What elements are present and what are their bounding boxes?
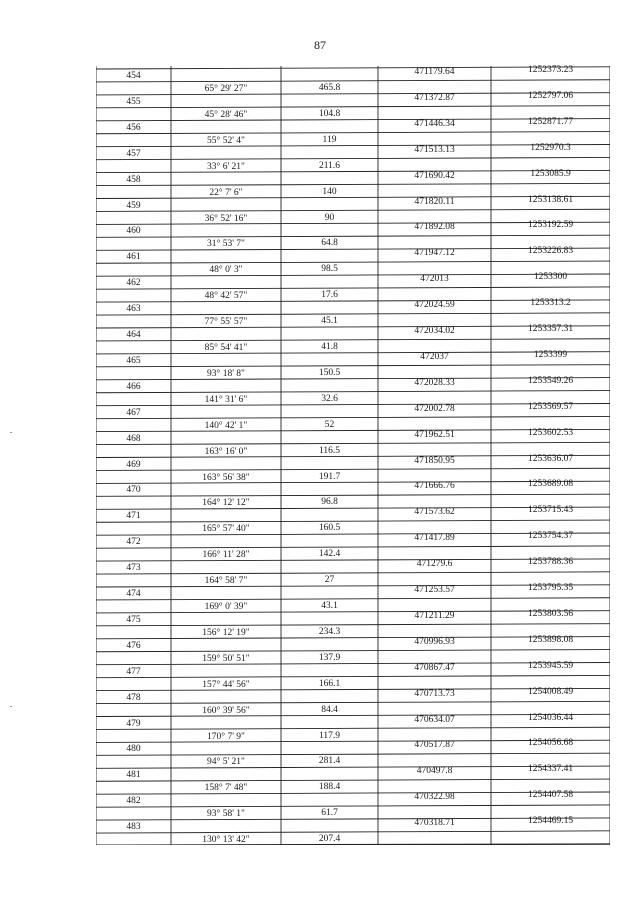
bearing-angle-cell: 22° 7' 6" xyxy=(209,187,243,198)
y-coordinate-cell: 1254056.68 xyxy=(527,738,574,749)
point-number-cell: 472 xyxy=(126,537,141,548)
row-half-divider xyxy=(96,598,610,600)
segment-length-cell: 64.8 xyxy=(321,238,338,249)
row-half-divider xyxy=(96,183,610,185)
y-coordinate-cell: 1253945.59 xyxy=(527,660,574,671)
bearing-angle-cell: 163° 56' 38" xyxy=(202,472,250,483)
x-coordinate-cell: 470322.98 xyxy=(414,792,455,803)
point-number-cell: 483 xyxy=(126,822,141,833)
point-number-cell: 478 xyxy=(126,692,141,703)
segment-length-cell: 17.6 xyxy=(321,290,338,301)
y-coordinate-cell: 1252373.23 xyxy=(527,65,574,75)
x-coordinate-cell: 471962.51 xyxy=(414,429,455,440)
point-number-cell: 458 xyxy=(126,174,141,185)
segment-length-cell: 104.8 xyxy=(318,108,341,119)
x-coordinate-cell: 471513.13 xyxy=(414,144,455,155)
segment-length-cell: 96.8 xyxy=(321,497,338,508)
segment-length-cell: 61.7 xyxy=(321,808,338,819)
segment-length-cell: 32.6 xyxy=(321,393,338,404)
x-coordinate-cell: 470713.73 xyxy=(414,688,455,699)
x-coordinate-cell: 470497.8 xyxy=(416,766,453,777)
y-coordinate-cell: 1253192.59 xyxy=(527,220,574,231)
row-half-divider xyxy=(96,261,610,263)
segment-length-cell: 41.8 xyxy=(321,342,338,352)
point-number-cell: 476 xyxy=(126,640,141,651)
bearing-angle-cell: 164° 12' 12" xyxy=(202,498,250,509)
bearing-angle-cell: 165° 57' 40" xyxy=(202,524,250,535)
row-half-divider xyxy=(96,572,610,574)
row-half-divider xyxy=(96,339,610,341)
point-number-cell: 456 xyxy=(126,122,141,133)
point-number-cell: 481 xyxy=(126,770,141,781)
y-coordinate-cell: 1253399 xyxy=(533,349,568,360)
point-number-cell: 475 xyxy=(126,614,141,625)
y-coordinate-cell: 1253602.53 xyxy=(527,427,574,438)
scan-margin-mark xyxy=(10,706,12,707)
y-coordinate-cell: 1252871.77 xyxy=(527,116,574,127)
y-coordinate-cell: 1252970.3 xyxy=(530,142,571,153)
y-coordinate-cell: 1253085.9 xyxy=(530,168,571,179)
y-coordinate-cell: 1253300 xyxy=(533,272,568,283)
bearing-angle-cell: 33° 6' 21" xyxy=(207,161,245,172)
segment-length-cell: 150.5 xyxy=(318,367,341,378)
y-coordinate-cell: 1254407.58 xyxy=(527,790,574,801)
row-half-divider xyxy=(96,675,610,677)
y-coordinate-cell: 1253715.43 xyxy=(527,505,574,516)
segment-length-cell: 142.4 xyxy=(318,549,341,560)
x-coordinate-cell: 470634.07 xyxy=(414,714,455,725)
y-coordinate-cell: 1252797.06 xyxy=(527,90,574,101)
row-half-divider xyxy=(96,753,610,755)
x-coordinate-cell: 472037 xyxy=(420,351,449,362)
bearing-angle-cell: 77° 55' 57" xyxy=(204,317,248,328)
row-half-divider xyxy=(96,650,610,652)
segment-length-cell: 281.4 xyxy=(318,756,341,767)
point-number-cell: 464 xyxy=(126,330,141,340)
bearing-angle-cell: 160° 39' 56" xyxy=(202,705,250,716)
y-coordinate-cell: 1253636.07 xyxy=(527,453,574,464)
segment-length-cell: 27 xyxy=(324,575,335,586)
bearing-angle-cell: 170° 7' 9" xyxy=(207,731,245,742)
x-coordinate-cell: 472024.59 xyxy=(414,300,455,311)
segment-length-cell: 90 xyxy=(324,212,335,223)
x-coordinate-cell: 471253.57 xyxy=(414,585,455,595)
x-coordinate-cell: 471820.11 xyxy=(414,196,455,207)
bearing-angle-cell: 140° 42' 1" xyxy=(204,420,248,431)
row-half-divider xyxy=(96,624,610,626)
point-number-cell: 482 xyxy=(126,796,141,807)
segment-length-cell: 160.5 xyxy=(318,523,341,534)
point-number-cell: 470 xyxy=(126,485,141,496)
row-half-divider xyxy=(96,805,610,807)
bearing-angle-cell: 55° 52' 4" xyxy=(207,135,245,146)
y-coordinate-cell: 1253226.83 xyxy=(527,246,574,257)
row-half-divider xyxy=(96,287,610,289)
bearing-angle-cell: 169° 0' 39" xyxy=(204,602,248,612)
point-number-cell: 457 xyxy=(126,148,141,159)
point-number-cell: 468 xyxy=(126,433,141,444)
row-half-divider xyxy=(96,416,610,418)
segment-length-cell: 188.4 xyxy=(318,782,341,793)
bearing-angle-cell: 164° 58' 7" xyxy=(204,576,248,587)
y-coordinate-cell: 1254036.44 xyxy=(527,712,574,723)
row-half-divider xyxy=(96,365,610,367)
bearing-angle-cell: 163° 16' 0" xyxy=(204,446,248,457)
x-coordinate-cell: 472002.78 xyxy=(414,403,455,414)
x-coordinate-cell: 470867.47 xyxy=(414,662,455,673)
row-half-divider xyxy=(96,157,610,159)
bearing-angle-cell: 93° 58' 1" xyxy=(207,809,245,820)
bearing-angle-cell: 45° 28' 46" xyxy=(204,109,248,120)
segment-length-cell: 45.1 xyxy=(321,316,338,327)
bearing-angle-cell: 94° 5' 21" xyxy=(207,757,245,768)
segment-length-cell: 98.5 xyxy=(321,264,338,275)
row-half-divider xyxy=(96,391,610,393)
bearing-angle-cell: 31° 53' 7" xyxy=(207,239,245,250)
segment-length-cell: 211.6 xyxy=(318,160,341,171)
y-coordinate-cell: 1253795.35 xyxy=(527,583,574,593)
bearing-angle-cell: 166° 11' 28" xyxy=(202,550,250,561)
survey-coordinates-table xyxy=(96,66,610,845)
x-coordinate-cell: 471179.64 xyxy=(414,67,455,77)
y-coordinate-cell: 1253569.57 xyxy=(527,401,574,412)
segment-length-cell: 116.5 xyxy=(318,445,341,456)
row-half-divider xyxy=(96,546,610,548)
y-coordinate-cell: 1253788.36 xyxy=(527,557,574,568)
row-half-divider xyxy=(96,779,610,781)
point-number-cell: 471 xyxy=(126,511,141,522)
y-coordinate-cell: 1253313.2 xyxy=(530,298,571,309)
row-half-divider xyxy=(96,132,610,134)
bearing-angle-cell: 93° 18' 8" xyxy=(207,368,245,379)
x-coordinate-cell: 471279.6 xyxy=(416,559,453,570)
point-number-cell: 454 xyxy=(126,71,141,81)
y-coordinate-cell: 1253898.08 xyxy=(527,634,574,645)
segment-length-cell: 465.8 xyxy=(318,83,341,93)
bearing-angle-cell: 159° 50' 51" xyxy=(202,653,250,664)
point-number-cell: 474 xyxy=(126,589,141,599)
x-coordinate-cell: 471850.95 xyxy=(414,455,455,466)
row-half-divider xyxy=(96,520,610,522)
y-coordinate-cell: 1254469.15 xyxy=(527,816,574,827)
x-coordinate-cell: 470517.87 xyxy=(414,740,455,751)
row-half-divider xyxy=(96,209,610,211)
row-half-divider xyxy=(96,727,610,729)
segment-length-cell: 84.4 xyxy=(321,704,338,715)
x-coordinate-cell: 471690.42 xyxy=(414,170,455,181)
point-number-cell: 459 xyxy=(126,200,141,211)
row-half-divider xyxy=(96,831,610,833)
point-number-cell: 461 xyxy=(126,252,141,263)
y-coordinate-cell: 1253754.37 xyxy=(527,531,574,542)
y-coordinate-cell: 1254008.49 xyxy=(527,686,574,697)
row-half-divider xyxy=(96,701,610,703)
point-number-cell: 455 xyxy=(126,96,141,107)
y-coordinate-cell: 1253138.61 xyxy=(527,194,574,205)
x-coordinate-cell: 471666.76 xyxy=(414,481,455,492)
bearing-angle-cell: 65° 29' 27" xyxy=(204,84,248,94)
row-half-divider xyxy=(96,442,610,444)
bearing-angle-cell: 48° 42' 57" xyxy=(204,291,248,302)
bearing-angle-cell: 85° 54' 41" xyxy=(204,343,248,353)
row-half-divider xyxy=(96,468,610,470)
segment-length-cell: 117.9 xyxy=(318,730,341,741)
point-number-cell: 479 xyxy=(126,718,141,729)
point-number-cell: 465 xyxy=(126,355,141,366)
point-number-cell: 463 xyxy=(126,304,141,315)
point-number-cell: 467 xyxy=(126,407,141,418)
segment-length-cell: 52 xyxy=(324,419,335,430)
y-coordinate-cell: 1254337.41 xyxy=(527,764,574,775)
x-coordinate-cell: 471892.08 xyxy=(414,222,455,233)
segment-length-cell: 137.9 xyxy=(318,652,341,663)
x-coordinate-cell: 472013 xyxy=(420,274,449,285)
x-coordinate-cell: 472034.02 xyxy=(414,326,455,336)
point-number-cell: 462 xyxy=(126,278,141,289)
scan-margin-mark xyxy=(10,432,12,433)
y-coordinate-cell: 1253689.08 xyxy=(527,479,574,490)
x-coordinate-cell: 471947.12 xyxy=(414,248,455,259)
y-coordinate-cell: 1253357.31 xyxy=(527,324,574,334)
bearing-angle-cell: 48° 0' 3" xyxy=(209,265,243,276)
segment-length-cell: 43.1 xyxy=(321,601,338,611)
page-number: 87 xyxy=(314,38,326,52)
segment-length-cell: 191.7 xyxy=(318,471,341,482)
segment-length-cell: 166.1 xyxy=(318,678,341,689)
x-coordinate-cell: 471211.29 xyxy=(414,610,455,621)
point-number-cell: 466 xyxy=(126,381,141,392)
row-half-divider xyxy=(96,313,610,315)
row-half-divider xyxy=(96,494,610,496)
row-half-divider xyxy=(96,80,610,82)
y-coordinate-cell: 1253549.26 xyxy=(527,375,574,386)
point-number-cell: 477 xyxy=(126,666,141,677)
bearing-angle-cell: 130° 13' 42" xyxy=(202,835,250,846)
x-coordinate-cell: 470318.71 xyxy=(414,818,455,829)
point-number-cell: 460 xyxy=(126,226,141,237)
bearing-angle-cell: 141° 31' 6" xyxy=(204,394,248,405)
x-coordinate-cell: 470996.93 xyxy=(414,636,455,647)
x-coordinate-cell: 471417.89 xyxy=(414,533,455,544)
point-number-cell: 469 xyxy=(126,459,141,470)
bearing-angle-cell: 157° 44' 56" xyxy=(202,679,250,690)
bearing-angle-cell: 158° 7' 48" xyxy=(204,783,248,794)
x-coordinate-cell: 472028.33 xyxy=(414,377,455,388)
segment-length-cell: 140 xyxy=(322,186,337,197)
row-half-divider xyxy=(96,235,610,237)
x-coordinate-cell: 471573.62 xyxy=(414,507,455,518)
point-number-cell: 480 xyxy=(126,744,141,755)
segment-length-cell: 207.4 xyxy=(318,834,341,845)
point-number-cell: 473 xyxy=(126,563,141,574)
bearing-angle-cell: 156° 12' 19" xyxy=(202,627,250,638)
segment-length-cell: 234.3 xyxy=(318,626,341,637)
y-coordinate-cell: 1253803.56 xyxy=(527,608,574,619)
x-coordinate-cell: 471372.87 xyxy=(414,92,455,103)
row-half-divider xyxy=(96,106,610,108)
segment-length-cell: 119 xyxy=(322,134,337,145)
bearing-angle-cell: 36° 52' 16" xyxy=(204,213,248,224)
x-coordinate-cell: 471446.34 xyxy=(414,118,455,129)
